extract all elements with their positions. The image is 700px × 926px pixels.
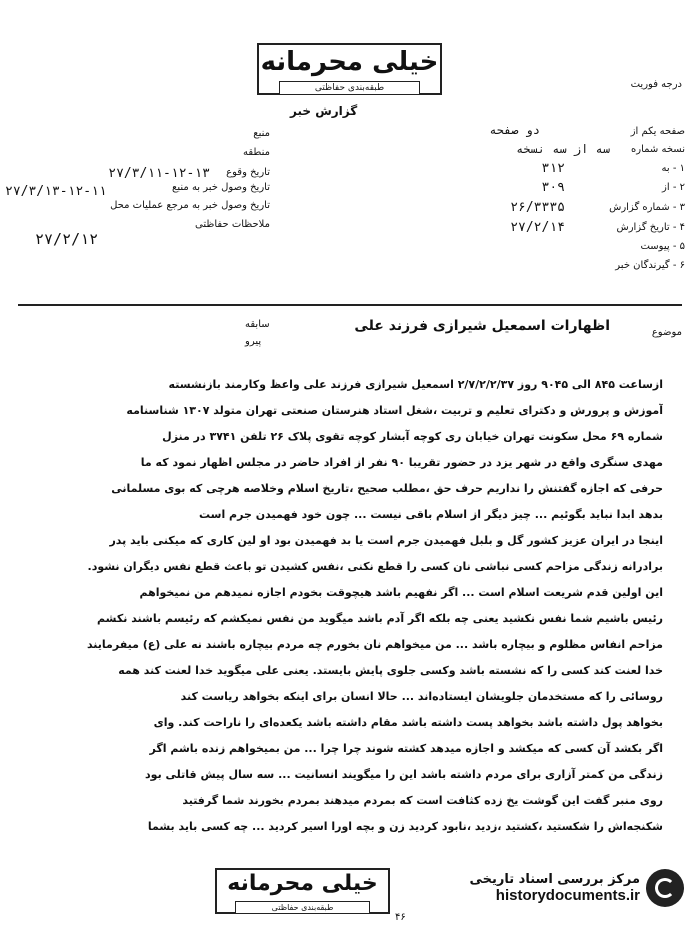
source-label: منبع — [253, 128, 270, 139]
report-title: گزارش خبر — [290, 104, 358, 118]
report-date-value: ۲۷/۲/۱۴ — [510, 220, 565, 235]
body-line: زندگی من کمتر آزاری برای مردم داشته باشد این را میگویند انسانیت ... سه سال پیش قاتلی بود — [145, 768, 663, 781]
body-line: شکنجه‌اش را شکستید ،کشتید ،زدید ،نابود کردید زن و بچه اورا اسیر کردید ... چه کسی باید بشما — [147, 820, 663, 833]
report-number-value: ۲۶/۳۳۳۵ — [510, 200, 565, 215]
bottom-stamp-title: خیلی محرمانه — [227, 871, 378, 896]
body-line: بدهد ابدا نباید بگوئیم ... چیز دیگر از اسلام باقی نیست ... چون خود فهمیدن جرم است — [199, 508, 663, 521]
report-date-label: تاریخ وصول خبر به منبع — [172, 182, 270, 193]
body-line: اینجا در ایران عزیز کشور گل و بلبل فهمیدن جرم است یا بد فهمیدن بود او لین کاری که میکنی باید پدر — [109, 534, 663, 547]
from-value: ۳۰۹ — [541, 180, 565, 195]
body-line: برادرانه زندگی مزاحم کسی نباشی نان کسی را قطع نکنی ،نفس کشیدن تو باعث قطع نفس دیگران نشود. — [87, 560, 663, 573]
body-line: روی منبر گفت این گوشت یخ زده کثافت است که بمردم میدهند بمردم بخورند شما گرفتید — [182, 794, 663, 807]
stamp-title: خیلی محرمانه — [260, 47, 439, 77]
bottom-stamp-subtitle: طبقه‌بندی حفاظتی — [235, 901, 370, 914]
watermark — [440, 866, 690, 910]
classification-stamp — [257, 43, 442, 95]
from-label: ۲ - از — [662, 182, 685, 193]
urgency-label: درجه فوریت — [630, 79, 682, 90]
body-line: اگر بکشد آن کسی که میکشد و اجازه میدهد کشته شوند چرا چرا ... من بمیخواهم زنده باشم اگر — [149, 742, 663, 755]
report-number-label: ۳ - شماره گزارش — [609, 202, 685, 213]
report-date-label: ۴ - تاریخ گزارش — [616, 222, 685, 233]
right-fields — [410, 118, 685, 288]
copy-label: نسخه شماره — [631, 144, 685, 155]
to-label: ۱ - به — [661, 163, 685, 174]
body-line: شماره ۶۹ محل سکونت تهران خیابان ری کوچه آبشار کوچه تقوی پلاک ۲۶ تلفن ۳۷۴۱ در منزل — [162, 430, 663, 443]
page-number: ۴۶ — [395, 912, 406, 923]
body-line: بخواهد پول داشته باشد بخواهد پست داشته باشد مقام داشته باشد یکعده‌ای را ناراحت کند. وای — [153, 716, 663, 729]
report-date-value: ۲۷/۳/۱۳-۱۲-۱۱ — [5, 184, 107, 199]
recipients-label: ۶ - گیرندگان خبر — [615, 260, 685, 271]
watermark-title: مرکز بررسی اسناد تاریخی — [469, 872, 640, 887]
body-line: مزاحم انفاس مظلوم و بیچاره باشد ... من میخواهم نان بخورم چه مردم بیچاره باشند نه علی (ع) میفرمایند — [86, 638, 663, 651]
security-value: ۲۷/۲/۱۲ — [35, 230, 99, 248]
followup-label: پیرو — [245, 336, 262, 347]
subject-label: موضوع — [651, 327, 682, 338]
archive-label: سابقه — [245, 319, 270, 330]
copy-value: سه از سه نسخه — [516, 142, 610, 156]
archive-logo-icon — [646, 869, 684, 907]
body-line: روسائی را که مستخدمان جلویشان ایستاده‌اند ... حالا انسان برای اینکه بخواهد ریاست کند — [180, 690, 663, 703]
body-line: خدا لعنت کند کسی را که نشسته باشد وکسی جلوی پایش بایستد. یعنی علی میگوید خدا لعنت کند همه — [118, 664, 663, 677]
stamp-subtitle: طبقه‌بندی حفاظتی — [279, 81, 420, 95]
ops-date-label: تاریخ وصول خبر به مرجع عملیات محل — [110, 200, 270, 211]
page-label: صفحه یکم از — [630, 126, 685, 137]
bottom-classification-stamp — [215, 868, 390, 914]
body-line: ازساعت ۸۴۵ الی ۹۰۴۵ روز ۲/۷/۲/۲/۳۷ اسمعیل شیرازی فرزند علی واعظ وکارمند بازنشسته — [168, 378, 663, 391]
security-label: ملاحظات حفاظتی — [195, 219, 270, 230]
page-value: دو صفحه — [489, 123, 540, 137]
body-line: رئیس باشیم شما نفس نکشید یعنی چه بلکه اگر آدم باشد میگوید من نفس نمیکشم که رئیسم باشند نکشم — [97, 612, 663, 625]
event-date-label: تاریخ وقوع — [226, 167, 270, 178]
body-line: مهدی سنگری واقع در شهر یزد در حضور تقریبا ۹۰ نفر از افراد حاضر در مجلس اظهار نمود که ما — [140, 456, 663, 469]
subject-text: اظهارات اسمعیل شیرازی فرزند علی — [354, 318, 610, 334]
body-line: آموزش و پرورش و دکترای تعلیم و تربیت ،شغل استاد هنرستان صنعتی تهران متولد ۱۳۰۷ شناسنامه — [126, 404, 663, 417]
attachment-label: ۵ - پیوست — [640, 241, 685, 252]
header-divider — [18, 304, 682, 306]
body-text — [38, 372, 663, 840]
body-line: این اولین قدم شریعت اسلام است ... اگر نفهیم باشد هیچوقت بخودم اجازه نمیدهم من نمیخواهم — [139, 586, 663, 599]
area-label: منطقه — [243, 147, 270, 158]
event-date-value: ۲۷/۳/۱۱-۱۲-۱۳ — [108, 166, 210, 181]
to-value: ۳۱۲ — [541, 161, 565, 176]
body-line: حرفی که اجازه گفتنش را نداریم حرف حق ،مطلب صحیح ،تاریخ اسلام وخلاصه هرچی که بوی مسلمانی — [111, 482, 663, 495]
watermark-url: historydocuments.ir — [495, 887, 640, 904]
